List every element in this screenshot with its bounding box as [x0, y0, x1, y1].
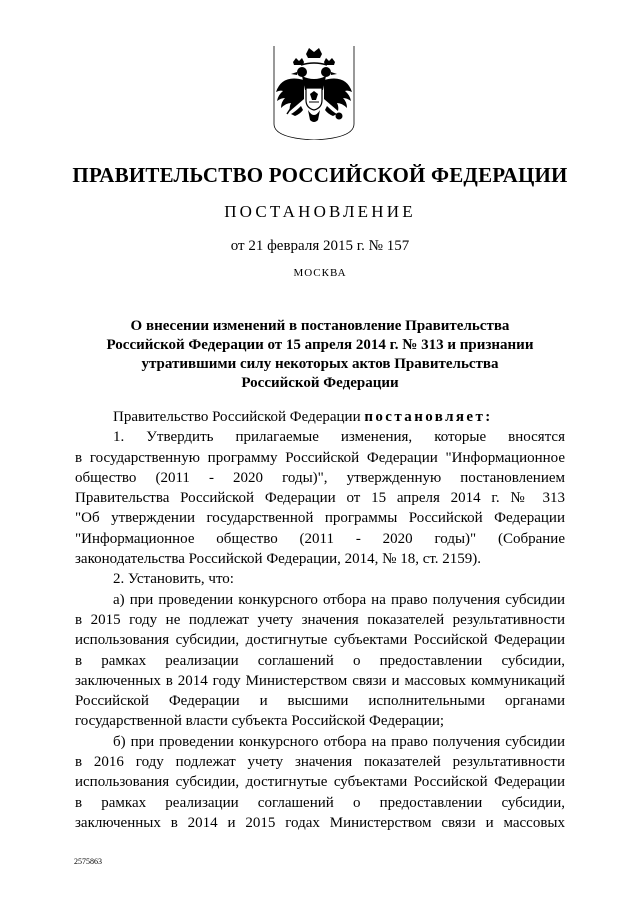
- city-name: МОСКВА: [293, 267, 347, 279]
- body-line: 2. Установить, что:: [113, 571, 234, 588]
- body-line: Правительства Российской Федерации от 15 апреля 2014 г. № 313: [75, 490, 565, 507]
- body-line: "Информационное общество (2011 - 2020 годы)" (Собрание: [75, 530, 565, 547]
- decree-body: [75, 407, 565, 833]
- title-line: О внесении изменений в постановление Правительства: [130, 318, 510, 334]
- body-line: в рамках реализации соглашений о предоставлении субсидии,: [75, 652, 565, 669]
- body-line: законодательства Российской Федерации, 2014, № 18, ст. 2159).: [75, 551, 482, 568]
- intro-text: Правительство Российской Федерации: [113, 409, 365, 425]
- body-line: в рамках реализации соглашений о предоставлении субсидии,: [75, 794, 565, 811]
- coat-of-arms-icon: [271, 44, 357, 140]
- body-line: "Об утверждении государственной программы Российской Федерации: [75, 510, 565, 527]
- title-line: Российской Федерации: [241, 375, 399, 391]
- document-code: 2575863: [74, 857, 102, 866]
- body-line: в государственную программу Российской Федерации "Информационное: [75, 449, 565, 466]
- document-type: ПОСТАНОВЛЕНИЕ: [224, 202, 416, 221]
- body-line: общество (2011 - 2020 годы)", утвержденную постановлением: [75, 469, 565, 486]
- title-line: утратившими силу некоторых актов Правительства: [141, 356, 499, 372]
- title-line: Российской Федерации от 15 апреля 2014 г. № 313 и признании: [106, 337, 534, 353]
- body-line: 1. Утвердить прилагаемые изменения, которые вносятся: [113, 429, 565, 446]
- body-line: использования субсидии, достигнутые субъектами Российской Федерации: [75, 632, 565, 649]
- body-line: заключенных в 2014 и 2015 годах Министерством связи и массовых: [75, 814, 565, 831]
- date-and-number: от 21 февраля 2015 г. № 157: [230, 238, 410, 254]
- intro-paragraph: [75, 407, 565, 427]
- intro-emphasis: постановляет:: [364, 409, 493, 425]
- body-line: б) при проведении конкурсного отбора на право получения субсидии: [113, 733, 565, 750]
- body-line: в 2016 году подлежат учету значения показателей результативности: [75, 754, 565, 771]
- government-name: ПРАВИТЕЛЬСТВО РОССИЙСКОЙ ФЕДЕРАЦИИ: [72, 163, 568, 187]
- body-line: а) при проведении конкурсного отбора на право получения субсидии: [113, 591, 565, 608]
- decree-title: [90, 317, 550, 393]
- body-line: государственной власти субъекта Российской Федерации;: [75, 713, 445, 730]
- body-line: Российской Федерации и высшими исполнительными органами: [75, 693, 565, 710]
- body-line: использования субсидии, достигнутые субъектами Российской Федерации: [75, 774, 565, 791]
- body-line: заключенных в 2014 году Министерством связи и массовых коммуникаций: [75, 672, 565, 689]
- body-line: в 2015 году не подлежат учету значения показателей результативности: [75, 611, 565, 628]
